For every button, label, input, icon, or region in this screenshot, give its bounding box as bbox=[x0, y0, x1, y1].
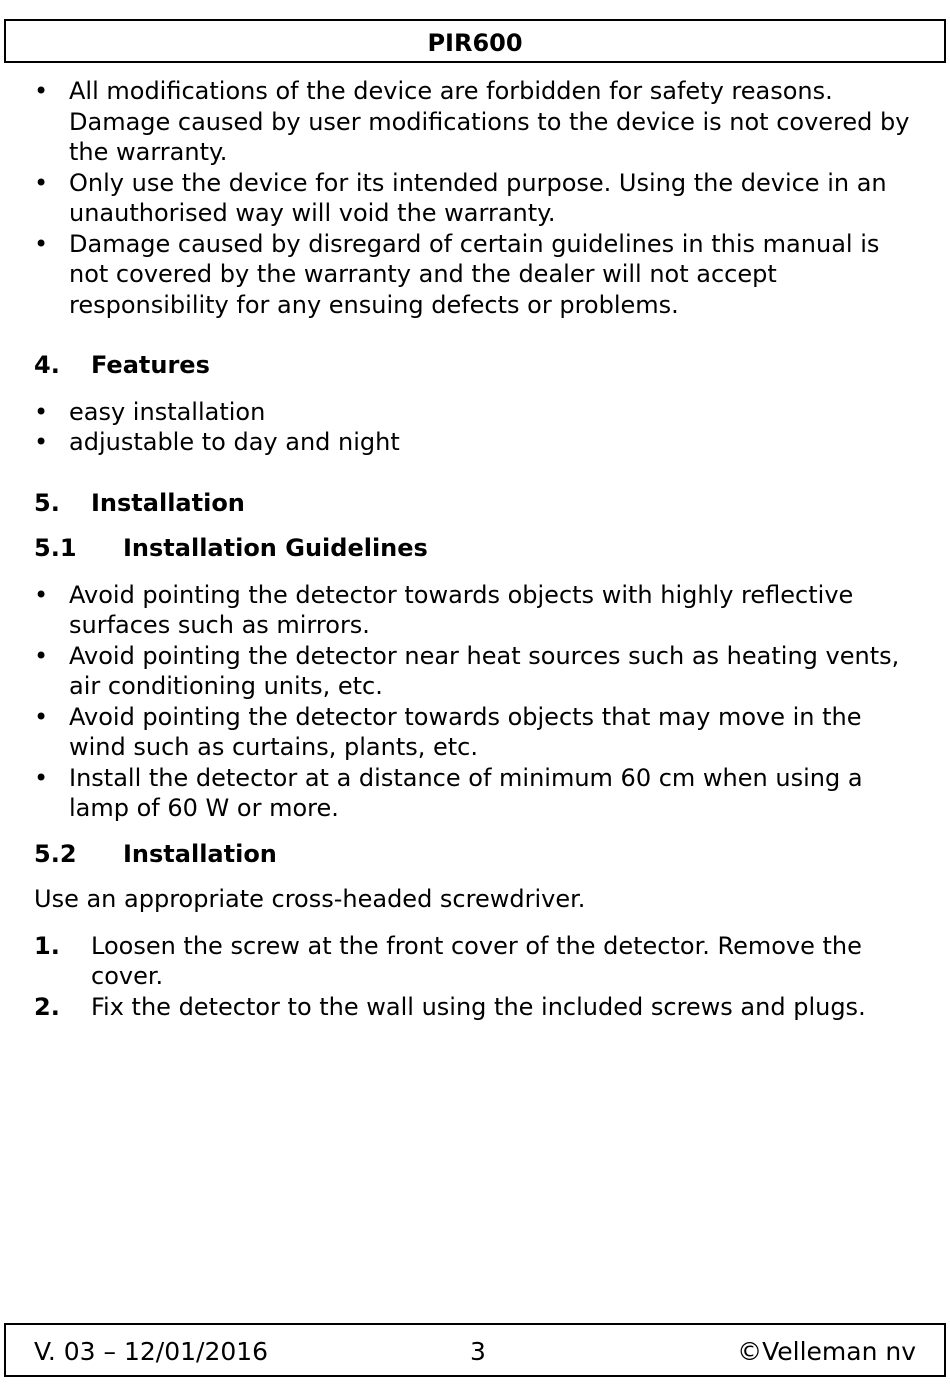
list-item: • All modifications of the device are forbidden for safety reasons. Damage caused by user modifications to the device is not covered by the warranty. bbox=[34, 76, 924, 168]
version-date: V. 03 – 12/01/2016 bbox=[34, 1337, 269, 1366]
step-item bbox=[34, 931, 924, 992]
subsection-title: Installation Guidelines bbox=[123, 534, 428, 562]
guidelines-list bbox=[34, 580, 924, 824]
page-number: 3 bbox=[470, 1337, 486, 1366]
list-item: • Only use the device for its intended purpose. Using the device in an unauthorised way will void the warranty. bbox=[34, 168, 924, 229]
section-heading-features bbox=[34, 350, 924, 381]
subsection-heading-guidelines bbox=[34, 533, 924, 564]
step-number: 2. bbox=[34, 992, 60, 1021]
copyright: ©Velleman nv bbox=[737, 1337, 916, 1366]
list-item: • Avoid pointing the detector towards objects that may move in the wind such as curtains, plants, etc. bbox=[34, 702, 924, 763]
step-item bbox=[34, 992, 924, 1023]
list-item: • Avoid pointing the detector towards objects with highly reflective surfaces such as mirrors. bbox=[34, 580, 924, 641]
section-title: Features bbox=[91, 351, 210, 379]
procedure-steps bbox=[34, 931, 924, 1023]
page-content bbox=[34, 76, 924, 1022]
list-item: • easy installation bbox=[34, 397, 924, 428]
procedure-intro: Use an appropriate cross-headed screwdriver. bbox=[34, 885, 586, 913]
subsection-number: 5.1 bbox=[34, 534, 77, 562]
list-item: • Avoid pointing the detector near heat sources such as heating vents, air conditioning units, etc. bbox=[34, 641, 924, 702]
section-number: 4. bbox=[34, 351, 60, 379]
section-heading-installation bbox=[34, 488, 924, 519]
step-text: Loosen the screw at the front cover of the detector. Remove the cover. bbox=[91, 931, 862, 990]
list-item: • Damage caused by disregard of certain guidelines in this manual is not covered by the warranty and the dealer will not accept responsibility for any ensuing defects or problems. bbox=[34, 229, 924, 321]
page-header bbox=[4, 19, 946, 63]
section-number: 5. bbox=[34, 488, 60, 517]
page-footer bbox=[4, 1323, 946, 1377]
step-text: Fix the detector to the wall using the included screws and plugs. bbox=[91, 992, 866, 1021]
safety-list bbox=[34, 76, 924, 320]
section-title: Installation bbox=[91, 488, 245, 517]
features-list bbox=[34, 397, 924, 458]
list-item: • Install the detector at a distance of minimum 60 cm when using a lamp of 60 W or more. bbox=[34, 763, 924, 824]
subsection-number: 5.2 bbox=[34, 839, 77, 868]
subsection-heading-installation bbox=[34, 839, 924, 870]
list-item: • adjustable to day and night bbox=[34, 427, 924, 458]
document-title: PIR600 bbox=[427, 29, 523, 57]
subsection-title: Installation bbox=[123, 839, 277, 868]
step-number: 1. bbox=[34, 931, 60, 960]
